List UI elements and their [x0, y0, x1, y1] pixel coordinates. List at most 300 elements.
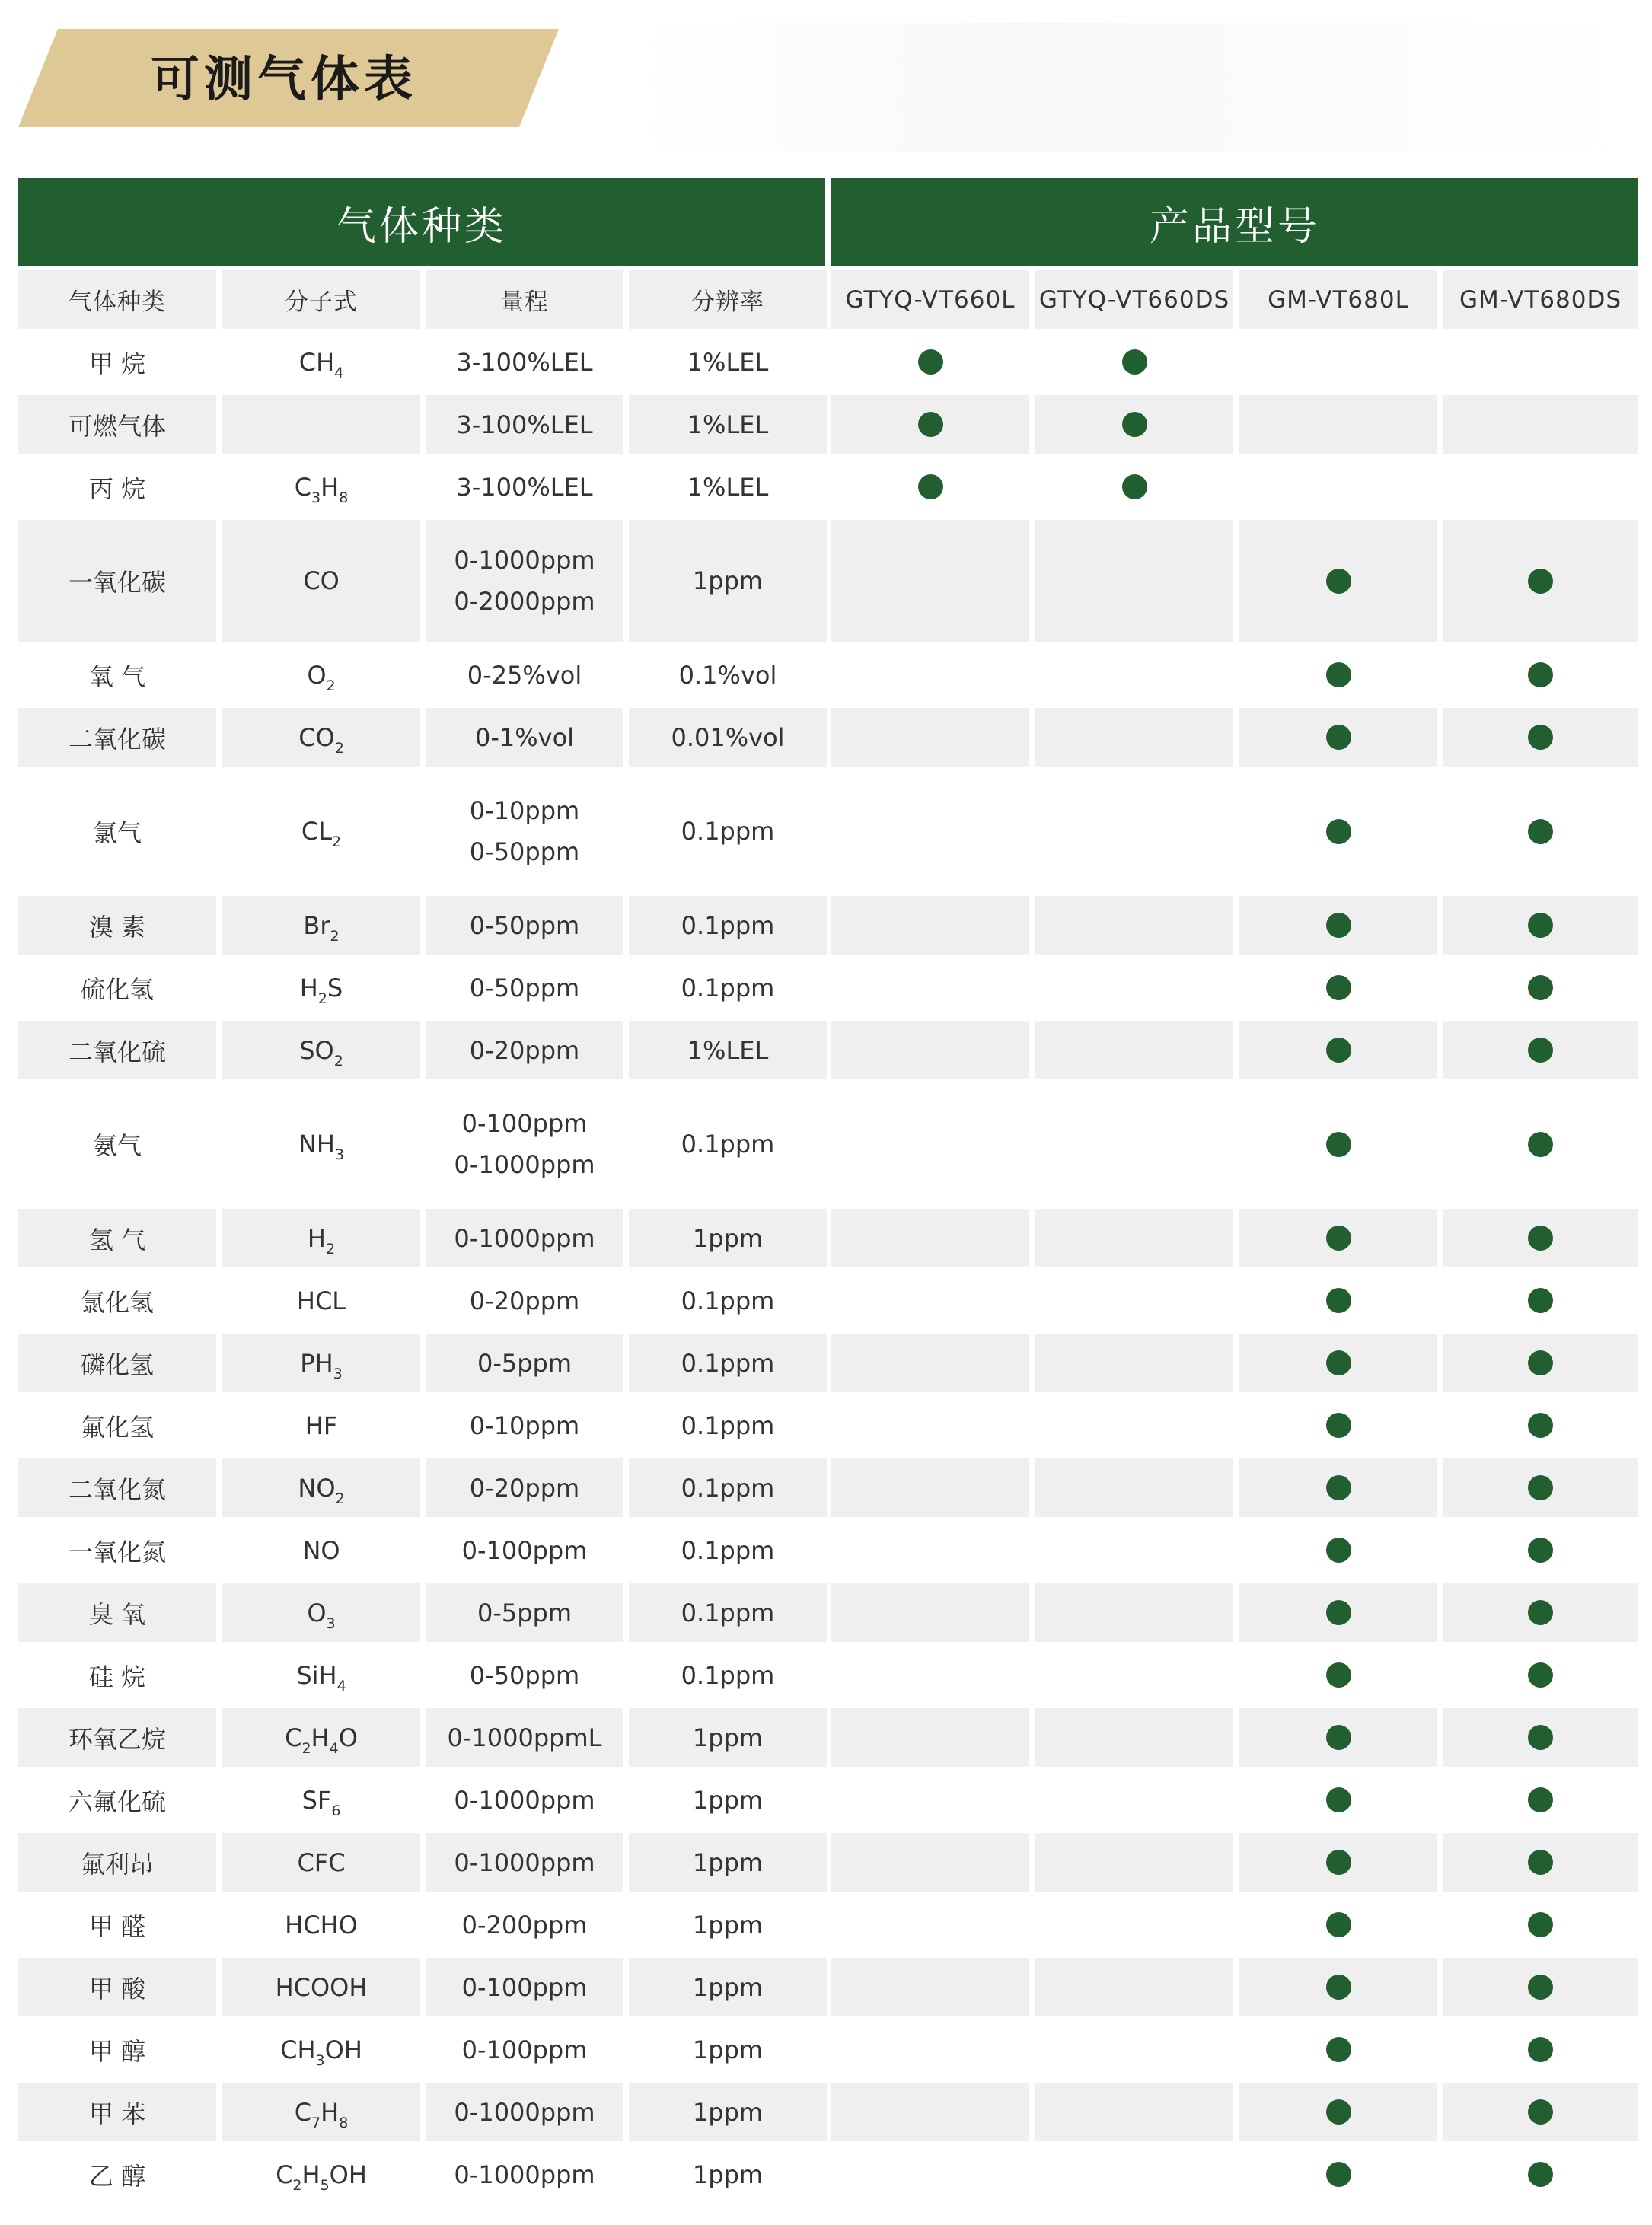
gas-name: 乙 醇 [88, 2161, 146, 2191]
supported-dot-icon [1528, 1475, 1553, 1500]
range-value: 0-100ppm [461, 1972, 588, 2002]
supported-dot-icon [1326, 1226, 1351, 1251]
supported-dot-icon [1326, 819, 1351, 844]
model-gm-vt680ds-cell [1443, 520, 1638, 642]
model-gm-vt680l-cell [1239, 333, 1437, 391]
supported-dot-icon [1326, 2099, 1351, 2125]
resolution-value: 0.1ppm [681, 910, 775, 940]
formula-cell [222, 395, 420, 454]
range-value: 0-50ppm [469, 837, 580, 866]
supported-dot-icon [1528, 819, 1553, 844]
range-value: 0-1000ppmL [447, 1723, 602, 1752]
formula-subscript: 3 [334, 1146, 345, 1163]
table-row [18, 708, 1638, 767]
supported-dot-icon [918, 474, 943, 499]
gas-name-cell [18, 708, 216, 767]
formula-subscript: 3 [315, 2051, 325, 2069]
gas-name-cell [18, 770, 216, 892]
supported-dot-icon [1528, 2099, 1553, 2125]
table-row [18, 1895, 1638, 1954]
range-value: 0-200ppm [461, 1910, 588, 1940]
formula-cell [222, 2020, 420, 2079]
resolution-cell [629, 958, 827, 1017]
supported-dot-icon [1326, 975, 1351, 1000]
model-gm-vt680l-cell [1239, 1583, 1437, 1642]
resolution-cell [629, 1646, 827, 1704]
model-gtyq-vt660ds-cell [1035, 1521, 1233, 1579]
table-row [18, 958, 1638, 1017]
model-gtyq-vt660ds-cell [1035, 1458, 1233, 1517]
range-value: 0-50ppm [469, 1660, 580, 1690]
model-gtyq-vt660ds-cell [1035, 770, 1233, 892]
formula-part: H [321, 2097, 340, 2127]
model-gm-vt680ds-cell [1443, 1708, 1638, 1767]
formula-cell [222, 1895, 420, 1954]
gas-name-cell [18, 1021, 216, 1079]
resolution-cell [629, 1521, 827, 1579]
column-header-model-gtyq-vt660ds: GTYQ-VT660DS [1035, 270, 1233, 329]
model-gm-vt680l-cell [1239, 1708, 1437, 1767]
model-gtyq-vt660ds-cell [1035, 1396, 1233, 1455]
chemical-formula [298, 347, 344, 381]
gas-name: 臭 氧 [88, 1599, 146, 1629]
model-gtyq-vt660l-cell [831, 1458, 1029, 1517]
range-cell [426, 1271, 623, 1330]
resolution-value: 0.1ppm [681, 1598, 775, 1627]
range-value: 0-2000ppm [454, 587, 595, 616]
model-gm-vt680ds-cell [1443, 1209, 1638, 1267]
supported-dot-icon [1528, 1662, 1553, 1688]
formula-cell [222, 2145, 420, 2204]
model-gtyq-vt660l-cell [831, 1771, 1029, 1829]
model-gtyq-vt660l-cell [831, 1895, 1029, 1954]
formula-part: HF [305, 1411, 338, 1440]
model-gm-vt680l-cell [1239, 1396, 1437, 1455]
resolution-cell [629, 1708, 827, 1767]
supported-dot-icon [1528, 725, 1553, 750]
supported-dot-icon [1528, 662, 1553, 687]
model-gm-vt680ds-cell [1443, 395, 1638, 454]
chemical-formula [297, 1286, 346, 1315]
resolution-cell [629, 1958, 827, 2016]
gas-name: 硅 烷 [88, 1662, 146, 1691]
formula-part: HCHO [285, 1910, 358, 1940]
formula-subscript: 2 [335, 1490, 345, 1507]
chemical-formula [276, 2160, 367, 2194]
resolution-value: 1ppm [692, 1785, 764, 1815]
model-gm-vt680ds-cell [1443, 1771, 1638, 1829]
model-gm-vt680l-cell [1239, 1209, 1437, 1267]
chemical-formula [298, 1473, 345, 1507]
model-gtyq-vt660ds-cell [1035, 646, 1233, 704]
supported-dot-icon [1528, 1038, 1553, 1063]
model-gtyq-vt660ds-cell [1035, 1334, 1233, 1392]
model-gm-vt680ds-cell [1443, 1521, 1638, 1579]
formula-part: H [299, 973, 318, 1003]
resolution-cell [629, 1583, 827, 1642]
model-gtyq-vt660l-cell [831, 395, 1029, 454]
formula-subscript: 8 [339, 489, 349, 506]
formula-cell [222, 1708, 420, 1767]
model-gm-vt680l-cell [1239, 520, 1437, 642]
model-gtyq-vt660ds-cell [1035, 1958, 1233, 2016]
chemical-formula [303, 910, 340, 945]
formula-part: NO [302, 1535, 340, 1565]
supported-dot-icon [1528, 975, 1553, 1000]
model-gtyq-vt660l-cell [831, 1521, 1029, 1579]
model-gtyq-vt660l-cell [831, 1083, 1029, 1205]
formula-cell [222, 1646, 420, 1704]
gas-name: 二氧化碳 [68, 724, 166, 754]
range-cell [426, 2020, 623, 2079]
formula-subscript: 7 [311, 2114, 321, 2131]
model-gtyq-vt660ds-cell [1035, 896, 1233, 955]
model-gtyq-vt660l-cell [831, 1021, 1029, 1079]
supported-dot-icon [918, 412, 943, 437]
gas-name-cell [18, 457, 216, 516]
model-gtyq-vt660ds-cell [1035, 1271, 1233, 1330]
chemical-formula [294, 2097, 349, 2131]
gas-name-cell [18, 1083, 216, 1205]
model-gm-vt680l-cell [1239, 958, 1437, 1017]
model-gtyq-vt660l-cell [831, 2145, 1029, 2204]
chemical-formula [302, 1536, 340, 1565]
table-row [18, 1271, 1638, 1330]
model-gtyq-vt660l-cell [831, 958, 1029, 1017]
model-gtyq-vt660l-cell [831, 1209, 1029, 1267]
formula-part: H [321, 472, 340, 502]
resolution-value: 0.1%vol [678, 660, 777, 690]
formula-cell [222, 770, 420, 892]
range-cell [426, 395, 623, 454]
model-gtyq-vt660l-cell [831, 1334, 1029, 1392]
model-gm-vt680ds-cell [1443, 1833, 1638, 1892]
range-cell [426, 1708, 623, 1767]
table-row [18, 1708, 1638, 1767]
formula-part: NH [298, 1130, 335, 1159]
range-cell [426, 1521, 623, 1579]
resolution-value: 0.01%vol [671, 722, 785, 752]
range-cell [426, 896, 623, 955]
resolution-value: 1ppm [692, 2160, 764, 2189]
resolution-value: 0.1ppm [681, 1473, 775, 1503]
chemical-formula [307, 1598, 336, 1632]
supported-dot-icon [1326, 1662, 1351, 1688]
gas-name: 氢 气 [88, 1225, 146, 1254]
chemical-formula [299, 973, 343, 1007]
range-value: 0-20ppm [469, 1286, 580, 1315]
resolution-cell [629, 1396, 827, 1455]
table-row [18, 1521, 1638, 1579]
formula-subscript: 2 [330, 927, 340, 945]
gas-name: 六氟化硫 [68, 1787, 166, 1816]
gas-name-cell [18, 1771, 216, 1829]
gas-name-cell [18, 520, 216, 642]
model-gm-vt680l-cell [1239, 708, 1437, 767]
model-gtyq-vt660l-cell [831, 1583, 1029, 1642]
model-gtyq-vt660ds-cell [1035, 708, 1233, 767]
model-gtyq-vt660ds-cell [1035, 2145, 1233, 2204]
gas-name: 甲 苯 [88, 2099, 146, 2128]
chemical-formula [285, 1723, 358, 1757]
formula-part: C [285, 1723, 302, 1752]
resolution-value: 1ppm [692, 1910, 764, 1940]
resolution-value: 1%LEL [687, 410, 769, 439]
chemical-formula [298, 722, 344, 757]
gas-name-cell [18, 1521, 216, 1579]
column-header-model-gm-vt680ds: GM-VT680DS [1443, 270, 1638, 329]
table-row [18, 2145, 1638, 2204]
model-gtyq-vt660l-cell [831, 1958, 1029, 2016]
range-value: 0-50ppm [469, 910, 580, 940]
resolution-value: 1%LEL [687, 1035, 769, 1065]
resolution-value: 0.1ppm [681, 973, 775, 1003]
model-gtyq-vt660ds-cell [1035, 457, 1233, 516]
resolution-cell [629, 1771, 827, 1829]
column-header-gas-name: 气体种类 [18, 270, 216, 329]
model-gtyq-vt660ds-cell [1035, 1583, 1233, 1642]
resolution-cell [629, 770, 827, 892]
page-title: 可测气体表 [151, 52, 417, 108]
formula-subscript: 5 [320, 2176, 330, 2194]
model-gm-vt680l-cell [1239, 1021, 1437, 1079]
model-gtyq-vt660ds-cell [1035, 1083, 1233, 1205]
resolution-value: 0.1ppm [681, 1130, 775, 1159]
model-gm-vt680l-cell [1239, 1833, 1437, 1892]
formula-part: OH [329, 2160, 367, 2189]
model-gtyq-vt660l-cell [831, 1271, 1029, 1330]
supported-dot-icon [1326, 1538, 1351, 1563]
formula-cell [222, 1521, 420, 1579]
formula-subscript: 2 [317, 990, 327, 1007]
gas-name: 氯化氢 [80, 1287, 154, 1317]
table-row [18, 1771, 1638, 1829]
table-row [18, 1334, 1638, 1392]
table-row [18, 1021, 1638, 1079]
chemical-formula [307, 1223, 336, 1258]
range-cell [426, 1396, 623, 1455]
formula-part: NO [298, 1473, 336, 1503]
supported-dot-icon [1326, 913, 1351, 938]
model-gm-vt680ds-cell [1443, 1895, 1638, 1954]
supported-dot-icon [918, 349, 943, 375]
model-gtyq-vt660ds-cell [1035, 1646, 1233, 1704]
table-row [18, 2083, 1638, 2141]
supported-dot-icon [1326, 1288, 1351, 1313]
range-cell [426, 1209, 623, 1267]
supported-dot-icon [1528, 1538, 1553, 1563]
formula-cell [222, 1271, 420, 1330]
range-cell [426, 1958, 623, 2016]
gas-name: 磷化氢 [80, 1350, 154, 1379]
range-cell [426, 1583, 623, 1642]
model-gtyq-vt660ds-cell [1035, 1771, 1233, 1829]
range-value: 0-5ppm [477, 1598, 572, 1627]
resolution-value: 1ppm [692, 1972, 764, 2002]
gas-name: 一氧化氮 [68, 1537, 166, 1567]
resolution-cell [629, 1458, 827, 1517]
model-gm-vt680l-cell [1239, 1083, 1437, 1205]
formula-cell [222, 1583, 420, 1642]
model-gm-vt680ds-cell [1443, 2083, 1638, 2141]
formula-subscript: 2 [325, 1240, 336, 1258]
supported-dot-icon [1528, 1413, 1553, 1438]
gas-name: 氧 气 [88, 661, 146, 691]
resolution-value: 0.1ppm [681, 1411, 775, 1440]
formula-subscript: 4 [334, 364, 344, 381]
supported-dot-icon [1528, 1912, 1553, 1937]
gas-name-cell [18, 1209, 216, 1267]
table-row [18, 770, 1638, 892]
table-row [18, 2020, 1638, 2079]
resolution-value: 1ppm [692, 2035, 764, 2064]
model-gm-vt680ds-cell [1443, 708, 1638, 767]
resolution-value: 0.1ppm [681, 817, 775, 846]
resolution-cell [629, 1895, 827, 1954]
formula-part: CH [298, 347, 335, 377]
chemical-formula [300, 1348, 343, 1382]
gas-name-cell [18, 2020, 216, 2079]
range-cell [426, 646, 623, 704]
model-gtyq-vt660ds-cell [1035, 1708, 1233, 1767]
gas-name-cell [18, 1833, 216, 1892]
formula-cell [222, 520, 420, 642]
formula-cell [222, 1833, 420, 1892]
table-row [18, 1958, 1638, 2016]
chemical-formula [298, 1130, 345, 1163]
supported-dot-icon [1528, 1600, 1553, 1625]
column-header-model-gm-vt680l: GM-VT680L [1239, 270, 1437, 329]
formula-part: CO [303, 566, 340, 595]
formula-subscript: 4 [329, 1739, 339, 1757]
formula-part: CFC [297, 1847, 346, 1877]
formula-part: CO [298, 722, 335, 752]
resolution-cell [629, 1021, 827, 1079]
table-row [18, 1209, 1638, 1267]
chemical-formula [301, 817, 342, 850]
model-gtyq-vt660l-cell [831, 896, 1029, 955]
model-gtyq-vt660ds-cell [1035, 1209, 1233, 1267]
formula-part: SO [299, 1035, 334, 1065]
table-row [18, 646, 1638, 704]
model-gtyq-vt660l-cell [831, 2020, 1029, 2079]
formula-subscript: 4 [336, 1677, 346, 1694]
gas-name-cell [18, 1583, 216, 1642]
model-gm-vt680ds-cell [1443, 896, 1638, 955]
formula-part: HCL [296, 1286, 346, 1315]
formula-subscript: 2 [326, 677, 336, 694]
gas-name: 丙 烷 [88, 473, 146, 503]
range-value: 3-100%LEL [456, 472, 593, 502]
supported-dot-icon [1528, 1350, 1553, 1375]
gas-name-cell [18, 896, 216, 955]
formula-part: H [307, 1223, 326, 1253]
range-value: 0-10ppm [469, 1411, 580, 1440]
resolution-cell [629, 520, 827, 642]
range-value: 0-50ppm [469, 973, 580, 1003]
gas-name: 一氧化碳 [68, 568, 166, 597]
column-header-model-gtyq-vt660l: GTYQ-VT660L [831, 270, 1029, 329]
range-cell [426, 1833, 623, 1892]
formula-cell [222, 1021, 420, 1079]
model-gm-vt680ds-cell [1443, 1458, 1638, 1517]
resolution-cell [629, 2083, 827, 2141]
formula-cell [222, 1396, 420, 1455]
formula-subscript: 2 [292, 2176, 302, 2194]
gas-name: 二氧化硫 [68, 1037, 166, 1066]
chemical-formula [305, 1411, 337, 1440]
gas-name: 甲 醛 [88, 1911, 146, 1941]
model-gm-vt680l-cell [1239, 2020, 1437, 2079]
supported-dot-icon [1122, 349, 1147, 375]
model-gm-vt680l-cell [1239, 1646, 1437, 1704]
resolution-cell [629, 708, 827, 767]
gas-name: 甲 酸 [88, 1974, 146, 2003]
supported-dot-icon [1326, 1038, 1351, 1063]
gas-name: 硫化氢 [80, 974, 154, 1004]
model-gm-vt680ds-cell [1443, 958, 1638, 1017]
model-gm-vt680ds-cell [1443, 457, 1638, 516]
table-row [18, 1833, 1638, 1892]
model-gm-vt680l-cell [1239, 1271, 1437, 1330]
gas-name-cell [18, 1708, 216, 1767]
resolution-cell [629, 1209, 827, 1267]
supported-dot-icon [1528, 1787, 1553, 1812]
column-header-range: 量程 [426, 270, 623, 329]
formula-subscript: 3 [333, 1365, 343, 1382]
resolution-value: 1%LEL [687, 472, 769, 502]
supported-dot-icon [1528, 1975, 1553, 2000]
chemical-formula [276, 1973, 368, 2002]
resolution-cell [629, 395, 827, 454]
model-gm-vt680l-cell [1239, 2145, 1437, 2204]
supported-dot-icon [1528, 1850, 1553, 1875]
model-gtyq-vt660ds-cell [1035, 2083, 1233, 2141]
model-gm-vt680l-cell [1239, 1334, 1437, 1392]
formula-part: S [327, 973, 343, 1003]
gas-name-cell [18, 333, 216, 391]
gas-name-cell [18, 1458, 216, 1517]
formula-subscript: 2 [301, 1739, 311, 1757]
resolution-cell [629, 2020, 827, 2079]
group-header-gas-type: 气体种类 [18, 178, 825, 266]
model-gm-vt680ds-cell [1443, 333, 1638, 391]
formula-part: C [294, 472, 312, 502]
gas-name: 甲 醇 [88, 2036, 146, 2066]
formula-cell [222, 708, 420, 767]
range-cell [426, 1458, 623, 1517]
chemical-formula [297, 1848, 345, 1877]
range-cell [426, 2145, 623, 2204]
model-gm-vt680l-cell [1239, 457, 1437, 516]
range-value: 0-1%vol [474, 722, 575, 752]
model-gtyq-vt660ds-cell [1035, 395, 1233, 454]
model-gm-vt680ds-cell [1443, 770, 1638, 892]
table-row [18, 1083, 1638, 1205]
resolution-cell [629, 333, 827, 391]
supported-dot-icon [1326, 1350, 1351, 1375]
range-cell [426, 958, 623, 1017]
formula-subscript: 2 [333, 1052, 343, 1069]
supported-dot-icon [1326, 1475, 1351, 1500]
range-cell [426, 1771, 623, 1829]
resolution-value: 1ppm [692, 2097, 764, 2127]
formula-subscript: 2 [334, 739, 344, 757]
formula-cell [222, 1334, 420, 1392]
header-fade-decoration [632, 23, 1629, 152]
formula-part: Br [303, 910, 330, 940]
gas-name: 环氧乙烷 [68, 1724, 166, 1754]
